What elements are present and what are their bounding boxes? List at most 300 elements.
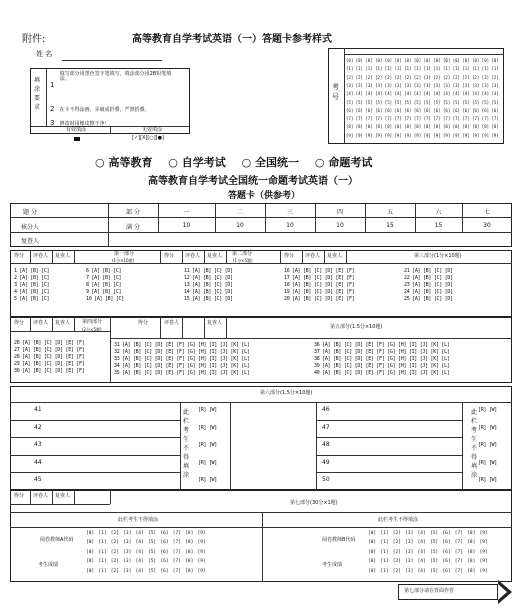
code-digit-bubble[interactable]: [4] [417, 568, 426, 574]
exam-digit-bubble[interactable]: [6] [462, 107, 470, 113]
code-digit-bubble[interactable]: [8] [467, 540, 476, 546]
exam-digit-bubble[interactable]: [7] [355, 116, 363, 122]
answer-row[interactable]: 30 [A] [B] [C] [D] [E] [F] [14, 368, 85, 374]
answer-row[interactable]: 5 [A] [B] [C] [14, 296, 50, 302]
exam-digit-bubble[interactable]: [8] [384, 124, 393, 130]
exam-digit-bubble[interactable]: [8] [452, 124, 460, 130]
exam-number-bubbles[interactable] [346, 58, 502, 142]
exam-digit-bubble[interactable]: [2] [346, 74, 354, 80]
answer-row[interactable]: 36 [A] [B] [C] [D] [E] [F] [G] [H] [I] [J] [K] [L] [314, 342, 450, 348]
exam-digit-bubble[interactable]: [0] [433, 58, 441, 63]
answer-block-5[interactable] [404, 268, 453, 303]
answer-block-6[interactable] [14, 340, 84, 375]
exam-digit-bubble[interactable]: [3] [433, 82, 441, 88]
answer-row[interactable]: 21 [A] [B] [C] [D] [404, 268, 453, 274]
answer-row[interactable]: 17 [A] [B] [C] [D] [E] [F] [284, 275, 355, 281]
exam-digit-bubble[interactable]: [3] [423, 82, 431, 88]
rw-bubbles[interactable]: [R] [W] [198, 407, 217, 413]
exam-digit-bubble[interactable]: [5] [443, 99, 451, 105]
answer-row[interactable]: 39 [A] [B] [C] [D] [E] [F] [G] [H] [I] [J] [K] [L] [314, 363, 450, 369]
exam-digit-bubble[interactable]: [7] [443, 116, 451, 122]
rw-bubbles[interactable]: [R] [W] [198, 424, 217, 431]
exam-digit-bubble[interactable]: [8] [404, 124, 412, 130]
exam-digit-bubble[interactable]: [5] [394, 99, 402, 105]
code-digit-bubble[interactable]: [0] [86, 531, 95, 536]
exam-digit-bubble[interactable]: [4] [413, 91, 422, 97]
exam-digit-bubble[interactable]: [7] [404, 116, 412, 122]
code-digit-bubble[interactable]: [0] [86, 540, 95, 546]
exam-digit-bubble[interactable]: [0] [462, 58, 470, 63]
answer-row[interactable]: 18 [A] [B] [C] [D] [E] [F] [284, 282, 355, 288]
exam-digit-bubble[interactable]: [8] [413, 124, 422, 130]
code-digit-bubble[interactable]: [0] [368, 568, 377, 574]
exam-digit-bubble[interactable]: [6] [404, 107, 412, 113]
exam-digit-bubble[interactable]: [4] [375, 91, 383, 97]
code-digit-bubble[interactable]: [6] [442, 549, 451, 555]
answer-row[interactable]: 25 [A] [B] [C] [D] [404, 296, 453, 302]
code-digit-bubble[interactable]: [1] [380, 568, 389, 574]
exam-digit-bubble[interactable]: [7] [481, 116, 490, 122]
code-digit-bubble[interactable]: [8] [185, 549, 194, 555]
exam-digit-bubble[interactable]: [6] [481, 107, 490, 113]
exam-digit-bubble[interactable]: [0] [413, 58, 422, 63]
code-digit-bubble[interactable]: [8] [185, 531, 194, 536]
answer-row[interactable]: 2 [A] [B] [C] [14, 275, 50, 281]
code-digit-bubble[interactable]: [1] [380, 559, 389, 565]
exam-digit-bubble[interactable]: [3] [452, 82, 460, 88]
exam-digit-bubble[interactable]: [6] [355, 107, 363, 113]
exam-digit-bubble[interactable]: [3] [404, 82, 412, 88]
answer-row[interactable]: 34 [A] [B] [C] [D] [E] [F] [G] [H] [I] [J] [K] [L] [114, 363, 250, 369]
exam-digit-bubble[interactable]: [6] [413, 107, 422, 113]
answer-block-2[interactable] [86, 268, 124, 303]
code-digit-bubble[interactable]: [0] [368, 531, 377, 536]
answer-row[interactable]: 33 [A] [B] [C] [D] [E] [F] [G] [H] [I] [J] [K] [L] [114, 356, 250, 362]
code-digit-bubble[interactable]: [1] [98, 559, 107, 565]
code-digit-bubble[interactable]: [2] [392, 559, 401, 565]
code-digit-bubble[interactable]: [2] [392, 568, 401, 574]
code-digit-bubble[interactable]: [4] [135, 549, 144, 555]
exam-digit-bubble[interactable]: [0] [394, 58, 402, 63]
rw-bubbles[interactable]: [R] [W] [478, 442, 497, 449]
code-digit-bubble[interactable]: [8] [185, 568, 194, 574]
code-digit-bubble[interactable]: [1] [380, 531, 389, 536]
code-digit-bubble[interactable]: [9] [479, 559, 488, 565]
exam-digit-bubble[interactable]: [4] [481, 91, 490, 97]
answer-block-3[interactable] [184, 268, 233, 303]
exam-digit-bubble[interactable]: [7] [423, 116, 431, 122]
code-digit-bubble[interactable]: [2] [110, 549, 119, 555]
code-digit-bubble[interactable]: [6] [160, 568, 169, 574]
exam-digit-bubble[interactable]: [8] [423, 124, 431, 130]
code-digit-bubble[interactable]: [5] [148, 531, 157, 536]
exam-digit-bubble[interactable]: [0] [404, 58, 412, 63]
answer-row[interactable]: 6 [A] [B] [C] [86, 268, 122, 274]
exam-digit-bubble[interactable]: [0] [423, 58, 431, 63]
exam-digit-bubble[interactable]: [3] [491, 82, 499, 88]
answer-row[interactable]: 22 [A] [B] [C] [D] [404, 275, 453, 281]
exam-digit-bubble[interactable]: [1] [423, 66, 431, 72]
exam-digit-bubble[interactable]: [7] [472, 116, 480, 122]
exam-digit-bubble[interactable]: [6] [443, 107, 451, 113]
exam-digit-bubble[interactable]: [8] [491, 124, 499, 130]
exam-digit-bubble[interactable]: [2] [462, 74, 470, 80]
exam-digit-bubble[interactable]: [5] [452, 99, 460, 105]
answer-row[interactable]: 40 [A] [B] [C] [D] [E] [F] [G] [H] [I] [J] [K] [L] [314, 370, 450, 376]
exam-digit-bubble[interactable]: [3] [443, 82, 451, 88]
code-digit-bubble[interactable]: [4] [135, 531, 144, 536]
exam-digit-bubble[interactable]: [9] [423, 132, 431, 138]
code-digit-bubble[interactable]: [0] [368, 540, 377, 546]
exam-digit-bubble[interactable]: [9] [355, 132, 363, 138]
exam-digit-bubble[interactable]: [5] [491, 99, 499, 105]
exam-digit-bubble[interactable]: [3] [365, 82, 373, 88]
exam-digit-bubble[interactable]: [3] [472, 82, 480, 88]
exam-digit-bubble[interactable]: [4] [423, 91, 431, 97]
answer-row[interactable]: 3 [A] [B] [C] [14, 282, 50, 288]
exam-digit-bubble[interactable]: [4] [443, 91, 451, 97]
exam-digit-bubble[interactable]: [4] [384, 91, 393, 97]
exam-digit-bubble[interactable]: [3] [413, 82, 422, 88]
code-digit-bubble[interactable]: [4] [135, 559, 144, 565]
exam-digit-bubble[interactable]: [8] [472, 124, 480, 130]
exam-digit-bubble[interactable]: [5] [404, 99, 412, 105]
code-digit-bubble[interactable]: [7] [454, 531, 463, 536]
code-digit-bubble[interactable]: [3] [123, 549, 132, 555]
answer-row[interactable]: 7 [A] [B] [C] [86, 275, 122, 281]
exam-digit-bubble[interactable]: [4] [462, 91, 470, 97]
exam-digit-bubble[interactable]: [2] [481, 74, 490, 80]
exam-digit-bubble[interactable]: [8] [433, 124, 441, 130]
exam-digit-bubble[interactable]: [1] [443, 66, 451, 72]
exam-digit-bubble[interactable]: [0] [375, 58, 383, 63]
answer-block-1[interactable] [14, 268, 49, 303]
code-digit-bubble[interactable]: [9] [197, 540, 206, 546]
exam-digit-bubble[interactable]: [5] [481, 99, 490, 105]
code-digit-bubble[interactable]: [8] [467, 549, 476, 555]
exam-digit-bubble[interactable]: [8] [481, 124, 490, 130]
code-digit-bubble[interactable]: [7] [454, 559, 463, 565]
answer-row[interactable]: 28 [A] [B] [C] [D] [E] [F] [14, 354, 85, 360]
code-digit-bubble[interactable]: [9] [479, 531, 488, 536]
code-digit-bubble[interactable]: [2] [110, 568, 119, 574]
exam-digit-bubble[interactable]: [2] [413, 74, 422, 80]
code-digit-bubble[interactable]: [5] [430, 531, 439, 536]
code-digit-bubble[interactable]: [1] [98, 531, 107, 536]
exam-digit-bubble[interactable]: [1] [413, 66, 422, 72]
code-digit-bubble[interactable]: [8] [185, 559, 194, 565]
exam-digit-bubble[interactable]: [6] [375, 107, 383, 113]
code-digit-bubble[interactable]: [4] [135, 568, 144, 574]
answer-row[interactable]: 29 [A] [B] [C] [D] [E] [F] [14, 361, 85, 367]
exam-digit-bubble[interactable]: [4] [452, 91, 460, 97]
code-digit-bubble[interactable]: [2] [392, 540, 401, 546]
answer-row[interactable]: 12 [A] [B] [C] [D] [184, 275, 233, 281]
exam-digit-bubble[interactable]: [0] [355, 58, 363, 63]
code-digit-bubble[interactable]: [3] [123, 540, 132, 546]
exam-digit-bubble[interactable]: [1] [394, 66, 402, 72]
exam-digit-bubble[interactable]: [7] [384, 116, 393, 122]
answer-block-7[interactable] [114, 342, 250, 377]
code-digit-bubble[interactable]: [9] [197, 531, 206, 536]
exam-digit-bubble[interactable]: [4] [404, 91, 412, 97]
code-digit-bubble[interactable]: [7] [454, 540, 463, 546]
exam-digit-bubble[interactable]: [8] [443, 124, 451, 130]
exam-digit-bubble[interactable]: [6] [433, 107, 441, 113]
code-digit-bubble[interactable]: [0] [86, 568, 95, 574]
exam-digit-bubble[interactable]: [1] [472, 66, 480, 72]
exam-digit-bubble[interactable]: [7] [394, 116, 402, 122]
exam-digit-bubble[interactable]: [1] [355, 66, 363, 72]
exam-digit-bubble[interactable]: [9] [365, 132, 373, 138]
code-digit-bubble[interactable]: [9] [479, 540, 488, 546]
answer-row[interactable]: 24 [A] [B] [C] [D] [404, 289, 453, 295]
answer-row[interactable]: 20 [A] [B] [C] [D] [E] [F] [284, 296, 355, 302]
exam-digit-bubble[interactable]: [5] [375, 99, 383, 105]
code-digit-bubble[interactable]: [6] [442, 568, 451, 574]
code-digit-bubble[interactable]: [3] [123, 559, 132, 565]
answer-row[interactable]: 15 [A] [B] [C] [D] [184, 296, 233, 302]
answer-row[interactable]: 19 [A] [B] [C] [D] [E] [F] [284, 289, 355, 295]
code-digit-bubble[interactable]: [9] [197, 559, 206, 565]
exam-digit-bubble[interactable]: [7] [491, 116, 499, 122]
exam-digit-bubble[interactable]: [1] [481, 66, 490, 72]
exam-digit-bubble[interactable]: [6] [452, 107, 460, 113]
exam-digit-bubble[interactable]: [5] [462, 99, 470, 105]
exam-digit-bubble[interactable]: [0] [452, 58, 460, 63]
exam-digit-bubble[interactable]: [5] [472, 99, 480, 105]
answer-row[interactable]: 23 [A] [B] [C] [D] [404, 282, 453, 288]
answer-row[interactable]: 27 [A] [B] [C] [D] [E] [F] [14, 347, 85, 353]
code-digit-bubble[interactable]: [5] [430, 540, 439, 546]
code-digit-bubble[interactable]: [5] [148, 540, 157, 546]
code-digit-bubble[interactable]: [4] [417, 559, 426, 565]
code-digit-bubble[interactable]: [7] [172, 559, 181, 565]
exam-digit-bubble[interactable]: [2] [423, 74, 431, 80]
answer-row[interactable]: 8 [A] [B] [C] [86, 282, 122, 288]
answer-row[interactable]: 13 [A] [B] [C] [D] [184, 282, 233, 288]
exam-digit-bubble[interactable]: [8] [375, 124, 383, 130]
code-digit-bubble[interactable]: [7] [454, 568, 463, 574]
code-digit-bubble[interactable]: [5] [430, 549, 439, 555]
exam-digit-bubble[interactable]: [3] [462, 82, 470, 88]
exam-digit-bubble[interactable]: [9] [375, 132, 383, 138]
exam-digit-bubble[interactable]: [2] [394, 74, 402, 80]
code-digit-bubble[interactable]: [9] [197, 549, 206, 555]
code-digit-bubble[interactable]: [7] [454, 549, 463, 555]
exam-digit-bubble[interactable]: [8] [394, 124, 402, 130]
exam-digit-bubble[interactable]: [8] [346, 124, 354, 130]
exam-digit-bubble[interactable]: [9] [443, 132, 451, 138]
code-digit-bubble[interactable]: [6] [442, 531, 451, 536]
exam-digit-bubble[interactable]: [5] [355, 99, 363, 105]
code-digit-bubble[interactable]: [2] [110, 559, 119, 565]
exam-digit-bubble[interactable]: [3] [355, 82, 363, 88]
exam-digit-bubble[interactable]: [4] [365, 91, 373, 97]
answer-row[interactable]: 32 [A] [B] [C] [D] [E] [F] [G] [H] [I] [J] [K] [L] [114, 349, 250, 355]
exam-digit-bubble[interactable]: [7] [433, 116, 441, 122]
code-digit-bubble[interactable]: [4] [135, 540, 144, 546]
code-digit-bubble[interactable]: [1] [98, 549, 107, 555]
code-digit-bubble[interactable]: [7] [172, 549, 181, 555]
answer-row[interactable]: 9 [A] [B] [C] [86, 289, 122, 295]
exam-digit-bubble[interactable]: [9] [491, 132, 499, 138]
answer-row[interactable]: 31 [A] [B] [C] [D] [E] [F] [G] [H] [I] [J] [K] [L] [114, 342, 250, 348]
exam-digit-bubble[interactable]: [8] [365, 124, 373, 130]
exam-digit-bubble[interactable]: [2] [375, 74, 383, 80]
code-digit-bubble[interactable]: [3] [405, 559, 414, 565]
code-digit-bubble[interactable]: [2] [110, 540, 119, 546]
code-digit-bubble[interactable]: [0] [86, 559, 95, 565]
exam-digit-bubble[interactable]: [0] [384, 58, 393, 63]
code-digit-bubble[interactable]: [5] [148, 559, 157, 565]
exam-digit-bubble[interactable]: [6] [491, 107, 499, 113]
exam-digit-bubble[interactable]: [1] [462, 66, 470, 72]
exam-digit-bubble[interactable]: [0] [443, 58, 451, 63]
code-digit-bubble[interactable]: [2] [110, 531, 119, 536]
answer-block-4[interactable] [284, 268, 354, 303]
exam-digit-bubble[interactable]: [0] [472, 58, 480, 63]
exam-digit-bubble[interactable]: [4] [355, 91, 363, 97]
exam-digit-bubble[interactable]: [6] [346, 107, 354, 113]
code-digit-bubble[interactable]: [3] [405, 549, 414, 555]
code-digit-bubble[interactable]: [6] [442, 559, 451, 565]
rw-bubbles[interactable]: [R] [W] [478, 459, 497, 466]
exam-digit-bubble[interactable]: [9] [346, 132, 354, 138]
code-digit-bubble[interactable]: [1] [98, 568, 107, 574]
exam-digit-bubble[interactable]: [3] [394, 82, 402, 88]
exam-digit-bubble[interactable]: [4] [491, 91, 499, 97]
code-digit-bubble[interactable]: [7] [172, 568, 181, 574]
rw-bubbles[interactable]: [R] [W] [198, 459, 217, 466]
answer-row[interactable]: 10 [A] [B] [C] [86, 296, 124, 302]
exam-digit-bubble[interactable]: [0] [346, 58, 354, 63]
exam-digit-bubble[interactable]: [4] [472, 91, 480, 97]
code-digit-bubble[interactable]: [3] [123, 568, 132, 574]
exam-digit-bubble[interactable]: [9] [433, 132, 441, 138]
answer-row[interactable]: 35 [A] [B] [C] [D] [E] [F] [G] [H] [I] [J] [K] [L] [114, 370, 250, 376]
code-digit-bubble[interactable]: [1] [380, 540, 389, 546]
exam-digit-bubble[interactable]: [0] [481, 58, 490, 63]
exam-digit-bubble[interactable]: [8] [462, 124, 470, 130]
code-digit-bubble[interactable]: [2] [392, 531, 401, 536]
exam-digit-bubble[interactable]: [2] [443, 74, 451, 80]
exam-digit-bubble[interactable]: [5] [423, 99, 431, 105]
answer-row[interactable]: 38 [A] [B] [C] [D] [E] [F] [G] [H] [I] [J] [K] [L] [314, 356, 450, 362]
exam-digit-bubble[interactable]: [3] [481, 82, 490, 88]
exam-digit-bubble[interactable]: [5] [365, 99, 373, 105]
exam-digit-bubble[interactable]: [2] [491, 74, 499, 80]
rw-bubbles[interactable]: [R] [W] [198, 442, 217, 449]
code-digit-bubble[interactable]: [6] [160, 531, 169, 536]
exam-digit-bubble[interactable]: [7] [413, 116, 422, 122]
exam-digit-bubble[interactable]: [7] [365, 116, 373, 122]
exam-digit-bubble[interactable]: [1] [433, 66, 441, 72]
code-digit-bubble[interactable]: [0] [86, 549, 95, 555]
exam-digit-bubble[interactable]: [1] [384, 66, 393, 72]
rw-bubbles[interactable]: [R] [W] [478, 407, 497, 413]
exam-digit-bubble[interactable]: [1] [375, 66, 383, 72]
code-digit-bubble[interactable]: [3] [405, 540, 414, 546]
exam-digit-bubble[interactable]: [9] [404, 132, 412, 138]
exam-digit-bubble[interactable]: [0] [365, 58, 373, 63]
exam-digit-bubble[interactable]: [7] [452, 116, 460, 122]
code-digit-bubble[interactable]: [3] [123, 531, 132, 536]
exam-digit-bubble[interactable]: [9] [384, 132, 393, 138]
answer-block-8[interactable] [314, 342, 450, 377]
exam-digit-bubble[interactable]: [7] [375, 116, 383, 122]
answer-row[interactable]: 1 [A] [B] [C] [14, 268, 50, 274]
code-digit-bubble[interactable]: [7] [172, 531, 181, 536]
exam-digit-bubble[interactable]: [7] [346, 116, 354, 122]
exam-digit-bubble[interactable]: [6] [365, 107, 373, 113]
code-digit-bubble[interactable]: [1] [380, 549, 389, 555]
code-digit-bubble[interactable]: [4] [417, 531, 426, 536]
rw-bubbles[interactable]: [R] [W] [198, 477, 217, 484]
code-digit-bubble[interactable]: [1] [98, 540, 107, 546]
code-digit-bubble[interactable]: [5] [148, 549, 157, 555]
code-digit-bubble[interactable]: [9] [479, 568, 488, 574]
exam-digit-bubble[interactable]: [2] [384, 74, 393, 80]
exam-digit-bubble[interactable]: [5] [384, 99, 393, 105]
code-digit-bubble[interactable]: [6] [160, 559, 169, 565]
exam-digit-bubble[interactable]: [2] [355, 74, 363, 80]
code-digit-bubble[interactable]: [4] [417, 549, 426, 555]
code-digit-bubble[interactable]: [4] [417, 540, 426, 546]
code-digit-bubble[interactable]: [9] [197, 568, 206, 574]
exam-digit-bubble[interactable]: [9] [413, 132, 422, 138]
exam-digit-bubble[interactable]: [2] [404, 74, 412, 80]
exam-digit-bubble[interactable]: [1] [452, 66, 460, 72]
code-digit-bubble[interactable]: [8] [467, 559, 476, 565]
code-digit-bubble[interactable]: [6] [160, 549, 169, 555]
answer-row[interactable]: 11 [A] [B] [C] [D] [184, 268, 233, 274]
exam-digit-bubble[interactable]: [6] [423, 107, 431, 113]
exam-digit-bubble[interactable]: [4] [433, 91, 441, 97]
exam-digit-bubble[interactable]: [9] [394, 132, 402, 138]
exam-digit-bubble[interactable]: [4] [346, 91, 354, 97]
exam-digit-bubble[interactable]: [6] [394, 107, 402, 113]
answer-row[interactable]: 4 [A] [B] [C] [14, 289, 50, 295]
exam-digit-bubble[interactable]: [2] [472, 74, 480, 80]
exam-digit-bubble[interactable]: [9] [462, 132, 470, 138]
exam-digit-bubble[interactable]: [1] [346, 66, 354, 72]
code-digit-bubble[interactable]: [5] [148, 568, 157, 574]
answer-row[interactable]: 37 [A] [B] [C] [D] [E] [F] [G] [H] [I] [J] [K] [L] [314, 349, 450, 355]
rw-bubbles[interactable]: [R] [W] [478, 424, 497, 431]
answer-row[interactable]: 16 [A] [B] [C] [D] [E] [F] [284, 268, 355, 274]
exam-digit-bubble[interactable]: [2] [433, 74, 441, 80]
exam-digit-bubble[interactable]: [1] [404, 66, 412, 72]
code-digit-bubble[interactable]: [6] [442, 540, 451, 546]
code-digit-bubble[interactable]: [0] [368, 559, 377, 565]
code-digit-bubble[interactable]: [3] [405, 568, 414, 574]
code-digit-bubble[interactable]: [6] [160, 540, 169, 546]
code-digit-bubble[interactable]: [5] [430, 559, 439, 565]
exam-digit-bubble[interactable]: [5] [346, 99, 354, 105]
exam-digit-bubble[interactable]: [0] [491, 58, 499, 63]
exam-digit-bubble[interactable]: [1] [365, 66, 373, 72]
exam-digit-bubble[interactable]: [7] [462, 116, 470, 122]
code-digit-bubble[interactable]: [8] [185, 540, 194, 546]
exam-digit-bubble[interactable]: [3] [384, 82, 393, 88]
code-digit-bubble[interactable]: [0] [368, 549, 377, 555]
answer-row[interactable]: 26 [A] [B] [C] [D] [E] [F] [14, 340, 85, 346]
exam-digit-bubble[interactable]: [9] [452, 132, 460, 138]
exam-digit-bubble[interactable]: [6] [472, 107, 480, 113]
exam-digit-bubble[interactable]: [8] [355, 124, 363, 130]
code-digit-bubble[interactable]: [3] [405, 531, 414, 536]
